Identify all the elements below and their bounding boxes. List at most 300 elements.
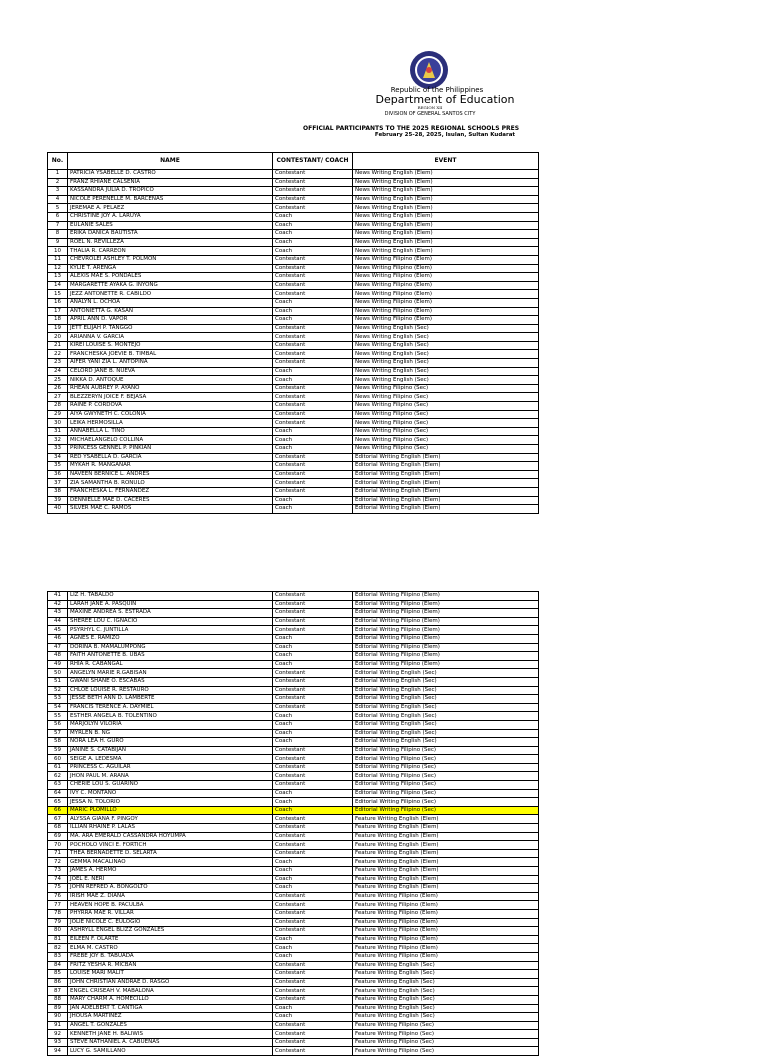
cell-event: News Writing English (Elem) (353, 204, 539, 213)
table-row (48, 592, 539, 601)
cell-name: MARY CHARM A. HOMECILLO (68, 995, 273, 1004)
cell-name: ESTHER ANGELA B. TOLENTINO (68, 712, 273, 721)
table-row (48, 298, 539, 307)
cell-event: Editorial Writing Filipino (Sec) (353, 806, 539, 815)
table-row (48, 978, 539, 987)
cell-no: 70 (48, 841, 68, 850)
cell-event: Editorial Writing English (Elem) (353, 453, 539, 462)
cell-name: THEA BERNADETTE D. SELARTA (68, 849, 273, 858)
cell-no: 26 (48, 384, 68, 393)
cell-name: ANTONIETTA G. KASAN (68, 307, 273, 316)
cell-event: Feature Writing English (Sec) (353, 995, 539, 1004)
cell-event: Editorial Writing English (Elem) (353, 496, 539, 505)
cell-event: Feature Writing English (Sec) (353, 1004, 539, 1013)
cell-role: Contestant (273, 970, 353, 979)
table-row (48, 350, 539, 359)
cell-role: Coach (273, 238, 353, 247)
cell-role: Coach (273, 634, 353, 643)
cell-event: Editorial Writing Filipino (Sec) (353, 798, 539, 807)
table-row (48, 841, 539, 850)
cell-name: JOEL E. NERI (68, 875, 273, 884)
cell-role: Coach (273, 505, 353, 514)
cell-name: ANNABELLA L. TINO (68, 427, 273, 436)
cell-name: ARIANNA V. GARCIA (68, 333, 273, 342)
cell-name: NORA LEA H. GURO (68, 738, 273, 747)
cell-event: Feature Writing Filipino (Sec) (353, 1038, 539, 1047)
cell-no: 71 (48, 849, 68, 858)
cell-role: Contestant (273, 453, 353, 462)
cell-no: 65 (48, 798, 68, 807)
cell-no: 1 (48, 170, 68, 179)
col-header-name: NAME (68, 153, 273, 170)
table-row (48, 686, 539, 695)
table-row (48, 1004, 539, 1013)
cell-role: Contestant (273, 1038, 353, 1047)
cell-event: News Writing English (Elem) (353, 247, 539, 256)
cell-role: Contestant (273, 470, 353, 479)
cell-role: Contestant (273, 961, 353, 970)
cell-no: 94 (48, 1047, 68, 1056)
cell-event: Editorial Writing English (Sec) (353, 712, 539, 721)
cell-no: 73 (48, 867, 68, 876)
cell-name: HEAVEN HOPE B. PACULBA (68, 901, 273, 910)
cell-name: MARJOLYN VILORIA (68, 720, 273, 729)
cell-no: 18 (48, 316, 68, 325)
cell-name: PSYRHYL C. JUNTILLA (68, 626, 273, 635)
cell-no: 29 (48, 410, 68, 419)
table-row (48, 178, 539, 187)
cell-no: 47 (48, 643, 68, 652)
table-row (48, 815, 539, 824)
cell-event: News Writing Filipino (Sec) (353, 384, 539, 393)
cell-no: 35 (48, 462, 68, 471)
cell-no: 42 (48, 600, 68, 609)
cell-event: Editorial Writing English (Sec) (353, 677, 539, 686)
cell-name: KYLIE T. ARENGA (68, 264, 273, 273)
table-row (48, 695, 539, 704)
cell-no: 44 (48, 617, 68, 626)
table-row (48, 909, 539, 918)
cell-event: News Writing Filipino (Sec) (353, 410, 539, 419)
table-row (48, 195, 539, 204)
table-row (48, 867, 539, 876)
table-row (48, 669, 539, 678)
cell-role: Coach (273, 643, 353, 652)
cell-event: Editorial Writing Filipino (Elem) (353, 660, 539, 669)
table-row (48, 832, 539, 841)
cell-no: 23 (48, 359, 68, 368)
cell-role: Coach (273, 247, 353, 256)
cell-role: Contestant (273, 832, 353, 841)
cell-no: 72 (48, 858, 68, 867)
cell-name: IVY C. MONTANO (68, 789, 273, 798)
cell-name: RHEAN AUBREY P. AYANO (68, 384, 273, 393)
cell-role: Contestant (273, 892, 353, 901)
cell-event: Editorial Writing English (Sec) (353, 669, 539, 678)
cell-role: Contestant (273, 419, 353, 428)
cell-name: STEVE NATHANIEL A. CABUENAS (68, 1038, 273, 1047)
cell-event: News Writing Filipino (Sec) (353, 427, 539, 436)
cell-name: KENNETH JANE H. BALIWIS (68, 1030, 273, 1039)
table-row (48, 170, 539, 179)
cell-role: Contestant (273, 781, 353, 790)
cell-role: Contestant (273, 686, 353, 695)
cell-event: News Writing Filipino (Elem) (353, 273, 539, 282)
cell-no: 3 (48, 187, 68, 196)
table-row (48, 1021, 539, 1030)
cell-name: NICOLE PERENELLE M. BARCENAS (68, 195, 273, 204)
cell-event: News Writing English (Sec) (353, 367, 539, 376)
cell-role: Coach (273, 307, 353, 316)
table-row (48, 806, 539, 815)
cell-event: Feature Writing Filipino (Elem) (353, 935, 539, 944)
cell-role: Coach (273, 652, 353, 661)
cell-name: JETT ELIJAH P. TANGGO (68, 324, 273, 333)
cell-role: Coach (273, 738, 353, 747)
table-row (48, 204, 539, 213)
cell-no: 82 (48, 944, 68, 953)
cell-role: Contestant (273, 393, 353, 402)
table-row (48, 1038, 539, 1047)
cell-name: ALYSSA GIANA F. PINGOY (68, 815, 273, 824)
cell-role: Coach (273, 884, 353, 893)
table-row (48, 333, 539, 342)
cell-role: Contestant (273, 609, 353, 618)
cell-name: NIKKA D. ANTOQUE (68, 376, 273, 385)
table-row (48, 875, 539, 884)
table-row (48, 1013, 539, 1022)
cell-no: 61 (48, 763, 68, 772)
cell-name: NAVEEN BERNICE L. ANDRES (68, 470, 273, 479)
cell-event: Feature Writing English (Elem) (353, 832, 539, 841)
cell-no: 50 (48, 669, 68, 678)
cell-event: Feature Writing Filipino (Elem) (353, 909, 539, 918)
cell-name: FRANCIS TERENCE A. DAYMIEL (68, 703, 273, 712)
table-row (48, 952, 539, 961)
cell-name: PRINCESS C. AGUILAR (68, 763, 273, 772)
cell-no: 56 (48, 720, 68, 729)
cell-role: Coach (273, 221, 353, 230)
cell-event: Feature Writing English (Elem) (353, 875, 539, 884)
cell-no: 38 (48, 487, 68, 496)
cell-name: LUCY G. SAMILLANO (68, 1047, 273, 1056)
cell-event: Editorial Writing English (Elem) (353, 487, 539, 496)
cell-name: JOLIE NICOLE C. EULOGIO (68, 918, 273, 927)
cell-event: Editorial Writing English (Sec) (353, 686, 539, 695)
cell-no: 86 (48, 978, 68, 987)
cell-name: ASHRYLL ENGEL BLIZZ GONZALES (68, 927, 273, 936)
cell-name: JHOUSA MARTINEZ (68, 1013, 273, 1022)
table-row (48, 720, 539, 729)
cell-role: Contestant (273, 978, 353, 987)
cell-event: News Writing English (Sec) (353, 376, 539, 385)
cell-event: News Writing Filipino (Elem) (353, 298, 539, 307)
table-row (48, 264, 539, 273)
cell-event: Editorial Writing Filipino (Elem) (353, 634, 539, 643)
cell-event: Feature Writing English (Sec) (353, 970, 539, 979)
cell-name: IRISH MAE Z. DIANA (68, 892, 273, 901)
table-row (48, 935, 539, 944)
cell-role: Contestant (273, 341, 353, 350)
cell-role: Contestant (273, 909, 353, 918)
cell-no: 63 (48, 781, 68, 790)
table-row (48, 961, 539, 970)
table-row (48, 677, 539, 686)
table-row (48, 763, 539, 772)
cell-no: 53 (48, 695, 68, 704)
table-row (48, 384, 539, 393)
cell-event: News Writing English (Sec) (353, 333, 539, 342)
cell-name: LIZ H. TABALDO (68, 592, 273, 601)
cell-role: Contestant (273, 187, 353, 196)
cell-name: PRINCESS GENNEL P. PINKIAN (68, 445, 273, 454)
cell-role: Coach (273, 720, 353, 729)
table-row (48, 212, 539, 221)
cell-role: Contestant (273, 772, 353, 781)
table-row (48, 729, 539, 738)
table-row (48, 944, 539, 953)
cell-name: PATRICIA YSABELLE D. CASTRO (68, 170, 273, 179)
table-row (48, 987, 539, 996)
cell-no: 11 (48, 255, 68, 264)
table-row (48, 281, 539, 290)
cell-event: Editorial Writing English (Elem) (353, 470, 539, 479)
cell-name: MA. ARA EMERALD CASSANDRA HOYUMPA (68, 832, 273, 841)
cell-no: 30 (48, 419, 68, 428)
cell-no: 39 (48, 496, 68, 505)
cell-event: Editorial Writing English (Elem) (353, 479, 539, 488)
cell-event: News Writing English (Elem) (353, 238, 539, 247)
table-row (48, 393, 539, 402)
cell-role: Coach (273, 944, 353, 953)
table-row (48, 445, 539, 454)
cell-name: POCHOLO VINCI E. FORTICH (68, 841, 273, 850)
cell-no: 40 (48, 505, 68, 514)
cell-event: News Writing English (Elem) (353, 178, 539, 187)
table-row (48, 884, 539, 893)
cell-event: Editorial Writing Filipino (Elem) (353, 652, 539, 661)
cell-name: JESSA N. TOLORIO (68, 798, 273, 807)
cell-no: 59 (48, 746, 68, 755)
cell-event: News Writing English (Elem) (353, 212, 539, 221)
deped-seal-icon (409, 50, 449, 90)
cell-name: ZIA SAMANTHA B. RONULO (68, 479, 273, 488)
cell-name: FRANCHESKA L. FERNANDEZ (68, 487, 273, 496)
cell-no: 57 (48, 729, 68, 738)
cell-no: 60 (48, 755, 68, 764)
cell-role: Contestant (273, 669, 353, 678)
cell-role: Coach (273, 798, 353, 807)
table-row (48, 307, 539, 316)
table-row (48, 238, 539, 247)
cell-role: Contestant (273, 333, 353, 342)
cell-role: Coach (273, 436, 353, 445)
cell-role: Coach (273, 952, 353, 961)
cell-no: 7 (48, 221, 68, 230)
cell-event: Editorial Writing English (Sec) (353, 703, 539, 712)
table-row (48, 755, 539, 764)
cell-no: 74 (48, 875, 68, 884)
table-row (48, 858, 539, 867)
cell-role: Contestant (273, 384, 353, 393)
cell-role: Coach (273, 298, 353, 307)
cell-event: News Writing English (Elem) (353, 230, 539, 239)
table-row (48, 609, 539, 618)
cell-name: JOHN CHRISTIAN ANDRAE D. RASGO (68, 978, 273, 987)
cell-name: FRITZ YESHA R. MICBAN (68, 961, 273, 970)
cell-event: Editorial Writing Filipino (Sec) (353, 772, 539, 781)
cell-name: MARIC PLOMILLO (68, 806, 273, 815)
cell-name: BLEZZERYN JOICE F. BEJASA (68, 393, 273, 402)
cell-role: Coach (273, 212, 353, 221)
cell-name: MARGARETTE AYAKA G. INYONG (68, 281, 273, 290)
cell-name: AIFER YANI ZIA L. ANTOPINA (68, 359, 273, 368)
table-row (48, 479, 539, 488)
cell-event: Editorial Writing English (Sec) (353, 720, 539, 729)
cell-no: 91 (48, 1021, 68, 1030)
cell-name: FRANCHESKA JOEVIE B. TIMBAL (68, 350, 273, 359)
table-row (48, 324, 539, 333)
cell-name: ENGEL CRISEAH V. MABALONA (68, 987, 273, 996)
cell-role: Contestant (273, 170, 353, 179)
cell-no: 28 (48, 402, 68, 411)
table-row (48, 316, 539, 325)
cell-event: News Writing English (Elem) (353, 195, 539, 204)
cell-role: Coach (273, 712, 353, 721)
cell-event: Feature Writing English (Sec) (353, 987, 539, 996)
cell-name: ANALYN L. OCHOA (68, 298, 273, 307)
cell-name: JEZZ ANTONETTE R. CABILDO (68, 290, 273, 299)
cell-role: Contestant (273, 626, 353, 635)
cell-role: Coach (273, 496, 353, 505)
cell-event: Feature Writing English (Elem) (353, 858, 539, 867)
table-row (48, 600, 539, 609)
cell-event: Editorial Writing English (Elem) (353, 505, 539, 514)
cell-event: Feature Writing English (Elem) (353, 841, 539, 850)
cell-role: Contestant (273, 927, 353, 936)
cell-no: 37 (48, 479, 68, 488)
table-header-row (48, 153, 539, 170)
cell-role: Contestant (273, 264, 353, 273)
cell-role: Coach (273, 367, 353, 376)
table-row (48, 789, 539, 798)
table-row (48, 746, 539, 755)
cell-event: Feature Writing Filipino (Elem) (353, 901, 539, 910)
cell-role: Contestant (273, 695, 353, 704)
cell-no: 24 (48, 367, 68, 376)
cell-event: Editorial Writing Filipino (Sec) (353, 746, 539, 755)
cell-no: 45 (48, 626, 68, 635)
cell-name: ROEL N. REVILLEZA (68, 238, 273, 247)
table-row (48, 427, 539, 436)
cell-event: News Writing English (Sec) (353, 341, 539, 350)
cell-no: 27 (48, 393, 68, 402)
table-row (48, 367, 539, 376)
table-row (48, 643, 539, 652)
cell-name: JAMES A. HERMO (68, 867, 273, 876)
cell-event: Editorial Writing Filipino (Elem) (353, 592, 539, 601)
cell-role: Contestant (273, 901, 353, 910)
cell-name: CHEVROLEI ASHLEY T. POLMON (68, 255, 273, 264)
cell-role: Contestant (273, 324, 353, 333)
table-row (48, 781, 539, 790)
cell-event: Feature Writing Filipino (Elem) (353, 918, 539, 927)
table-row (48, 995, 539, 1004)
cell-no: 85 (48, 970, 68, 979)
cell-name: MYKAH R. MANGANAR (68, 462, 273, 471)
table-row (48, 712, 539, 721)
table-row (48, 927, 539, 936)
cell-role: Contestant (273, 1030, 353, 1039)
cell-event: Editorial Writing English (Sec) (353, 738, 539, 747)
cell-name: LARAH JANE A. PASQUIN (68, 600, 273, 609)
cell-event: Editorial Writing Filipino (Elem) (353, 600, 539, 609)
cell-no: 68 (48, 824, 68, 833)
cell-no: 19 (48, 324, 68, 333)
cell-event: Editorial Writing Filipino (Sec) (353, 755, 539, 764)
table-row (48, 849, 539, 858)
document-title: OFFICIAL PARTICIPANTS TO THE 2025 REGIONAL SCHOOLS PRES (303, 125, 520, 132)
cell-event: Feature Writing Filipino (Elem) (353, 892, 539, 901)
cell-event: News Writing Filipino (Elem) (353, 307, 539, 316)
cell-role: Contestant (273, 703, 353, 712)
table-row (48, 290, 539, 299)
cell-no: 15 (48, 290, 68, 299)
cell-role: Coach (273, 875, 353, 884)
table-row (48, 703, 539, 712)
cell-event: News Writing English (Sec) (353, 350, 539, 359)
table-row (48, 892, 539, 901)
cell-no: 36 (48, 470, 68, 479)
cell-no: 79 (48, 918, 68, 927)
table-row (48, 247, 539, 256)
department-title: Department of Education (375, 93, 515, 106)
cell-name: JHON PAUL M. ARANA (68, 772, 273, 781)
cell-event: Editorial Writing Filipino (Elem) (353, 617, 539, 626)
cell-event: Editorial Writing Filipino (Sec) (353, 763, 539, 772)
cell-name: FRANZ RHIANE CALSENIA (68, 178, 273, 187)
cell-name: FAITH ANTONETTE B. UBAS (68, 652, 273, 661)
cell-role: Coach (273, 729, 353, 738)
cell-no: 52 (48, 686, 68, 695)
cell-name: SEIGE A. LEDESMA (68, 755, 273, 764)
cell-role: Coach (273, 1013, 353, 1022)
cell-no: 8 (48, 230, 68, 239)
cell-event: Feature Writing English (Sec) (353, 978, 539, 987)
cell-event: News Writing Filipino (Elem) (353, 316, 539, 325)
cell-role: Contestant (273, 410, 353, 419)
cell-no: 17 (48, 307, 68, 316)
cell-role: Coach (273, 445, 353, 454)
cell-event: Editorial Writing Filipino (Elem) (353, 626, 539, 635)
cell-no: 69 (48, 832, 68, 841)
cell-no: 89 (48, 1004, 68, 1013)
cell-event: Feature Writing Filipino (Elem) (353, 944, 539, 953)
cell-no: 5 (48, 204, 68, 213)
cell-role: Coach (273, 935, 353, 944)
table-row (48, 660, 539, 669)
cell-name: LOUISE MARI MALIT (68, 970, 273, 979)
cell-role: Coach (273, 427, 353, 436)
cell-no: 34 (48, 453, 68, 462)
cell-name: DENNIELLE MAE D. CACERES (68, 496, 273, 505)
cell-no: 78 (48, 909, 68, 918)
cell-no: 84 (48, 961, 68, 970)
cell-no: 2 (48, 178, 68, 187)
cell-role: Contestant (273, 195, 353, 204)
cell-name: CHRISTINE JOY A. LARUYA (68, 212, 273, 221)
cell-no: 92 (48, 1030, 68, 1039)
